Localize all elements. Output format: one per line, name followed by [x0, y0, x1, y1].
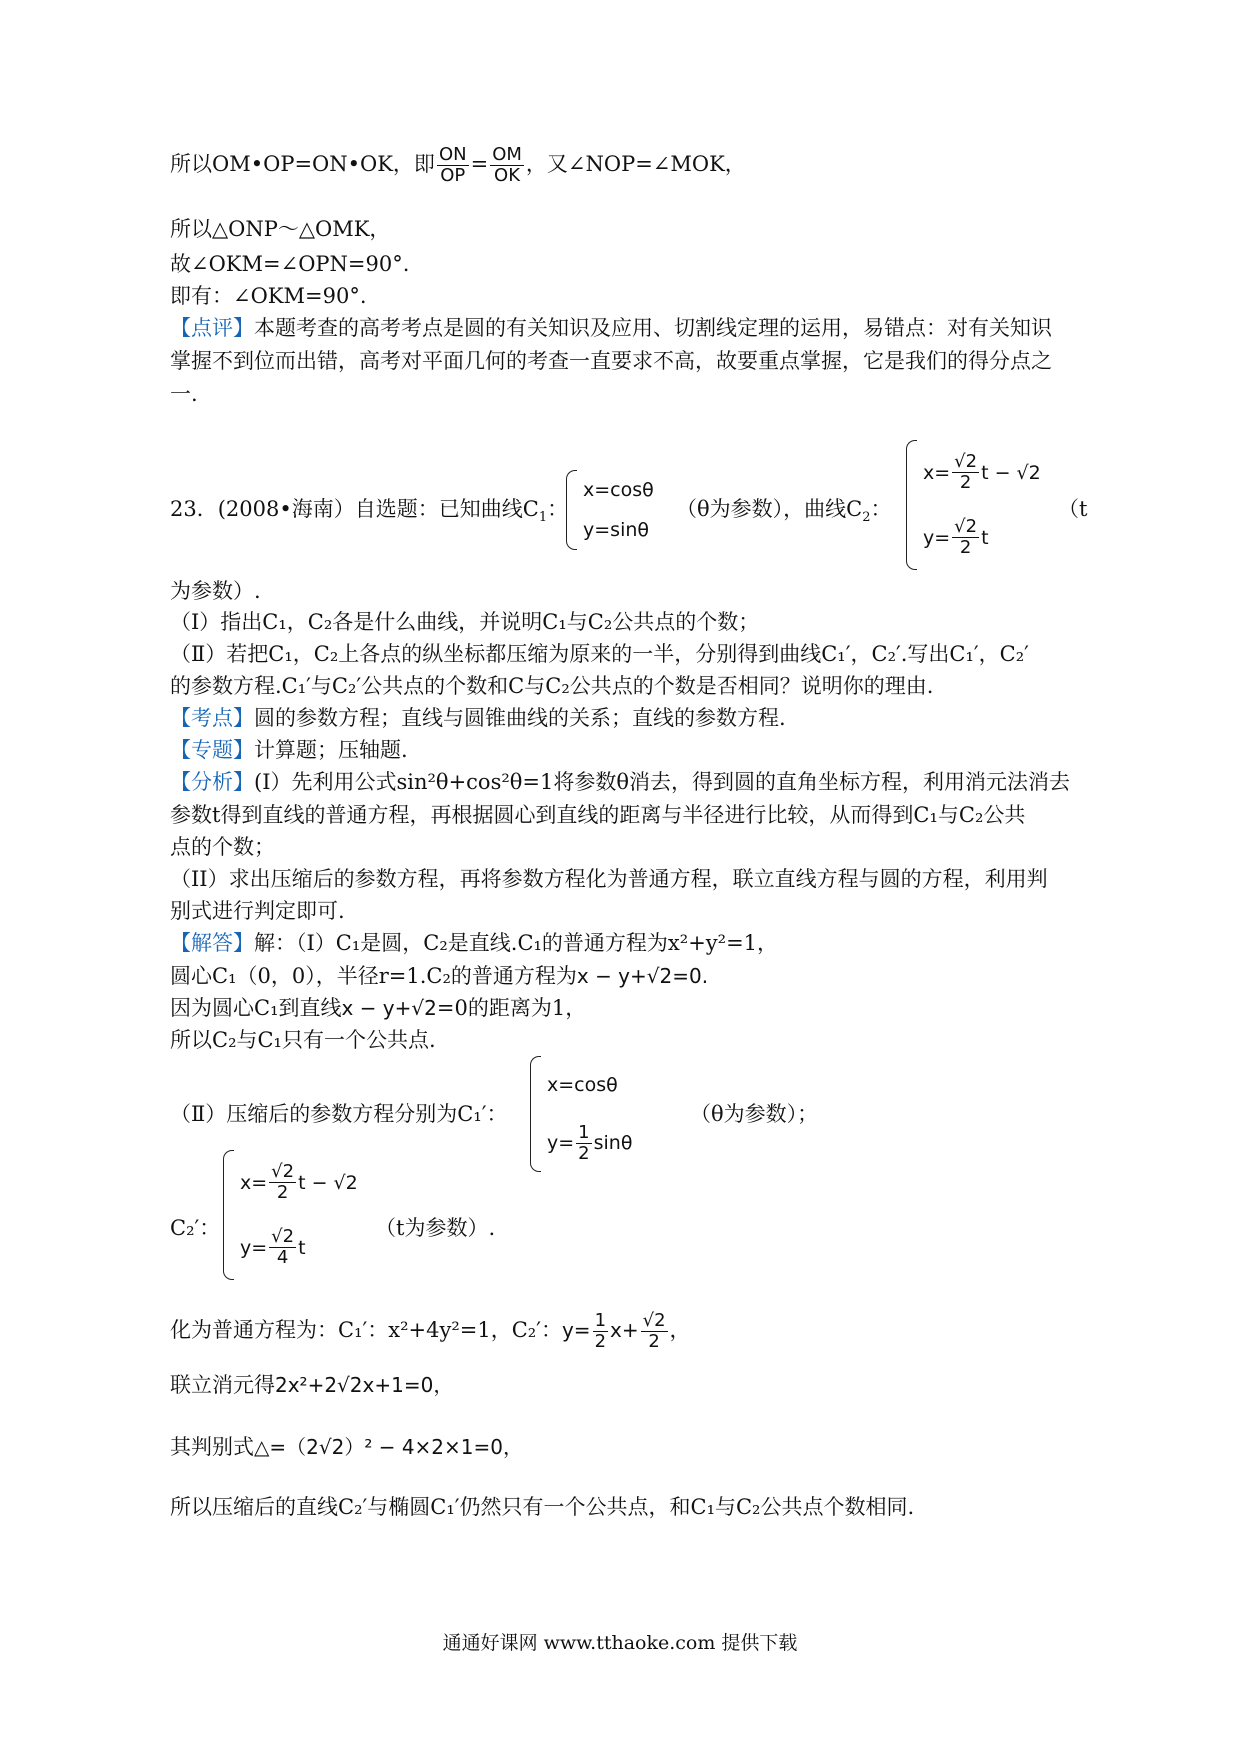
- fraction: [269, 1227, 296, 1268]
- fraction: [490, 145, 524, 186]
- text: 圆心C₁（0，0），半径r=1.C₂的普通方程为: [170, 964, 577, 988]
- denominator: 2: [578, 1142, 590, 1164]
- denominator: 2: [959, 472, 972, 493]
- fraction: [269, 1162, 296, 1203]
- line-fenxi-5: 别式进行判定即可.: [170, 899, 345, 923]
- line-comment-3: 一.: [170, 382, 198, 406]
- text: sinθ: [593, 1132, 633, 1154]
- c1prime-x-equation: x=cosθ: [547, 1074, 618, 1096]
- brace-icon: [530, 1056, 541, 1172]
- denominator: OK: [494, 165, 521, 186]
- c1-x-equation: x=cosθ: [583, 479, 654, 501]
- text: 其判别式: [170, 1435, 254, 1459]
- math-expression: △=（2√2）² − 4×2×1=0，: [254, 1435, 523, 1459]
- text: 解：（Ⅰ）C₁是圆，C₂是直线.C₁的普通方程为x²+y²=1，: [254, 931, 779, 955]
- line-fenxi-2: 参数t得到直线的普通方程，再根据圆心到直线的距离与半径进行比较，从而得到C₁与C₂公共: [170, 803, 1026, 827]
- fraction: [952, 452, 979, 493]
- fraction: [576, 1123, 591, 1164]
- curve-c1-system: [566, 470, 654, 550]
- tag-kaodian: 【考点】: [170, 706, 254, 730]
- denominator: 2: [648, 1331, 660, 1352]
- numerator: 1: [578, 1121, 590, 1143]
- text: t: [298, 1236, 306, 1259]
- brace-icon: [566, 470, 577, 550]
- math-expression: x − y+√2: [341, 996, 437, 1020]
- line-fenxi-1: [170, 767, 1070, 797]
- question-23-text-b: （θ为参数），曲线$C_2$：: [676, 497, 892, 526]
- line-jieda-6a: C₂′：: [170, 1216, 221, 1240]
- text: ，又∠NOP=∠MOK，: [525, 152, 746, 176]
- footer-text: 通通好课网 www.tthaoke.com 提供下载: [442, 1632, 798, 1654]
- text: 本题考查的高考考点是圆的有关知识及应用、切割线定理的运用，易错点：对有关知识: [254, 316, 1052, 340]
- curve-c1prime-system: [530, 1056, 632, 1172]
- text: (I）先利用公式sin²θ+cos²θ=1将参数θ消去，得到圆的直角坐标方程，利用消元法消去: [254, 770, 1071, 794]
- tag-fenxi: 【分析】: [170, 770, 254, 794]
- text: t − √2: [298, 1171, 358, 1194]
- line-jieda-5a: （Ⅱ）压缩后的参数方程分别为C₁′：: [170, 1102, 508, 1126]
- text: =0的距离为1，: [436, 996, 587, 1020]
- denominator: 2: [959, 537, 972, 558]
- line-fenxi-4: （II）求出压缩后的参数方程，再将参数方程化为普通方程，联立直线方程与圆的方程，利用判: [170, 867, 1048, 891]
- line-proof-4: 即有：∠OKM=90°.: [170, 284, 367, 308]
- line-jieda-4: 所以C₂与C₁只有一个公共点.: [170, 1028, 436, 1052]
- line-zhuanti: [170, 735, 408, 765]
- question-23-text-c: （t: [1058, 497, 1088, 521]
- line-jieda-3: [170, 993, 586, 1023]
- numerator: √2: [642, 1310, 666, 1331]
- line-jieda-5b: （θ为参数）；: [690, 1102, 819, 1126]
- part-1: （Ⅰ）指出C₁，C₂各是什么曲线，并说明C₁与C₂公共点的个数；: [170, 610, 760, 634]
- text: 圆的参数方程；直线与圆锥曲线的关系；直线的参数方程.: [254, 706, 786, 730]
- text: （θ为参数），曲线C: [676, 497, 863, 521]
- denominator: 2: [594, 1331, 607, 1352]
- text: 23．(2008•海南）自选题：已知曲线C: [170, 497, 539, 521]
- question-23-text-a: 23．(2008•海南）自选题：已知曲线$C_1$：: [170, 497, 569, 526]
- numerator: OM: [492, 144, 522, 165]
- line-jieda-8: [170, 1370, 453, 1400]
- text: 所以OM•OP=ON•OK，即: [170, 152, 435, 176]
- line-jieda-9: [170, 1432, 523, 1462]
- tag-jieda: 【解答】: [170, 931, 254, 955]
- text: 计算题；压轴题.: [254, 738, 408, 762]
- line-proof-1: 所以OM•OP=ON•OK，即 $\frac{ON}{OP}$ = $\frac{OM}{OK}$ ，又∠NOP=∠MOK，: [170, 144, 746, 186]
- fraction: [593, 1311, 608, 1352]
- c2prime-line-equation: [561, 1310, 670, 1352]
- line-jieda-10: 所以压缩后的直线C₂′与椭圆C₁′仍然只有一个公共点，和C₁与C₂公共点个数相同.: [170, 1495, 915, 1519]
- text: ，: [669, 1318, 691, 1342]
- line-comment-1: [170, 313, 1052, 343]
- line-jieda-7: [170, 1311, 691, 1352]
- c2prime-y-equation: [240, 1226, 358, 1270]
- text: y=: [547, 1132, 575, 1154]
- numerator: √2: [954, 516, 978, 537]
- line-proof-2: 所以△ONP～△OMK，: [170, 217, 391, 241]
- curve-c2prime-system: [223, 1150, 358, 1280]
- fraction: [641, 1311, 668, 1352]
- tag-zhuanti: 【专题】: [170, 738, 254, 762]
- text: y=: [240, 1236, 268, 1259]
- line-kaodian: [170, 703, 786, 733]
- text: 联立消元得: [170, 1373, 275, 1397]
- c1-y-equation: y=sinθ: [583, 519, 650, 541]
- denominator: 2: [276, 1182, 289, 1203]
- denominator: 4: [276, 1247, 289, 1268]
- line-jieda-2: [170, 961, 708, 991]
- text: t − √2: [981, 461, 1041, 484]
- part-2: （Ⅱ）若把C₁，C₂上各点的纵坐标都压缩为原来的一半，分别得到曲线C₁′，C₂′.写出C₁′，C₂′: [170, 642, 1029, 666]
- fraction: [952, 517, 979, 558]
- numerator: √2: [271, 1161, 295, 1182]
- line-comment-2: 掌握不到位而出错，高考对平面几何的考查一直要求不高，故要重点掌握，它是我们的得分点之: [170, 349, 1052, 373]
- curve-c2-system: [906, 440, 1041, 570]
- fraction: [437, 145, 469, 186]
- line-fenxi-3: 点的个数；: [170, 835, 275, 859]
- numerator: ON: [438, 144, 467, 165]
- c2-x-equation: [923, 451, 1041, 495]
- brace-icon: [906, 440, 917, 570]
- text: x=: [240, 1171, 268, 1194]
- math-expression: 2x²+2√2x+1=0，: [275, 1373, 454, 1397]
- tag-comment: 【点评】: [170, 316, 254, 340]
- text: y=: [923, 526, 951, 549]
- brace-icon: [223, 1150, 234, 1280]
- question-23-text-d: 为参数）.: [170, 579, 261, 603]
- numerator: √2: [271, 1226, 295, 1247]
- text: x=: [923, 461, 951, 484]
- line-jieda-6b: （t为参数）.: [375, 1216, 496, 1240]
- numerator: √2: [954, 451, 978, 472]
- numerator: 1: [594, 1310, 607, 1331]
- text: t: [981, 526, 989, 549]
- denominator: OP: [440, 165, 466, 186]
- line-jieda-1: [170, 928, 778, 958]
- text: y=: [561, 1318, 591, 1342]
- text: x+: [610, 1318, 639, 1342]
- c2-y-equation: [923, 516, 1041, 560]
- math-expression: x − y+√2=0.: [576, 964, 709, 988]
- c2prime-x-equation: [240, 1161, 358, 1205]
- text: 化为普通方程为：C₁′：x²+4y²=1，C₂′：: [170, 1318, 562, 1342]
- line-proof-3: 故∠OKM=∠OPN=90°.: [170, 252, 410, 276]
- text: 因为圆心C₁到直线: [170, 996, 342, 1020]
- c1prime-y-equation: [547, 1121, 632, 1165]
- part-2-cont: 的参数方程.C₁′与C₂′公共点的个数和C与C₂公共点的个数是否相同？说明你的理由.: [170, 674, 934, 698]
